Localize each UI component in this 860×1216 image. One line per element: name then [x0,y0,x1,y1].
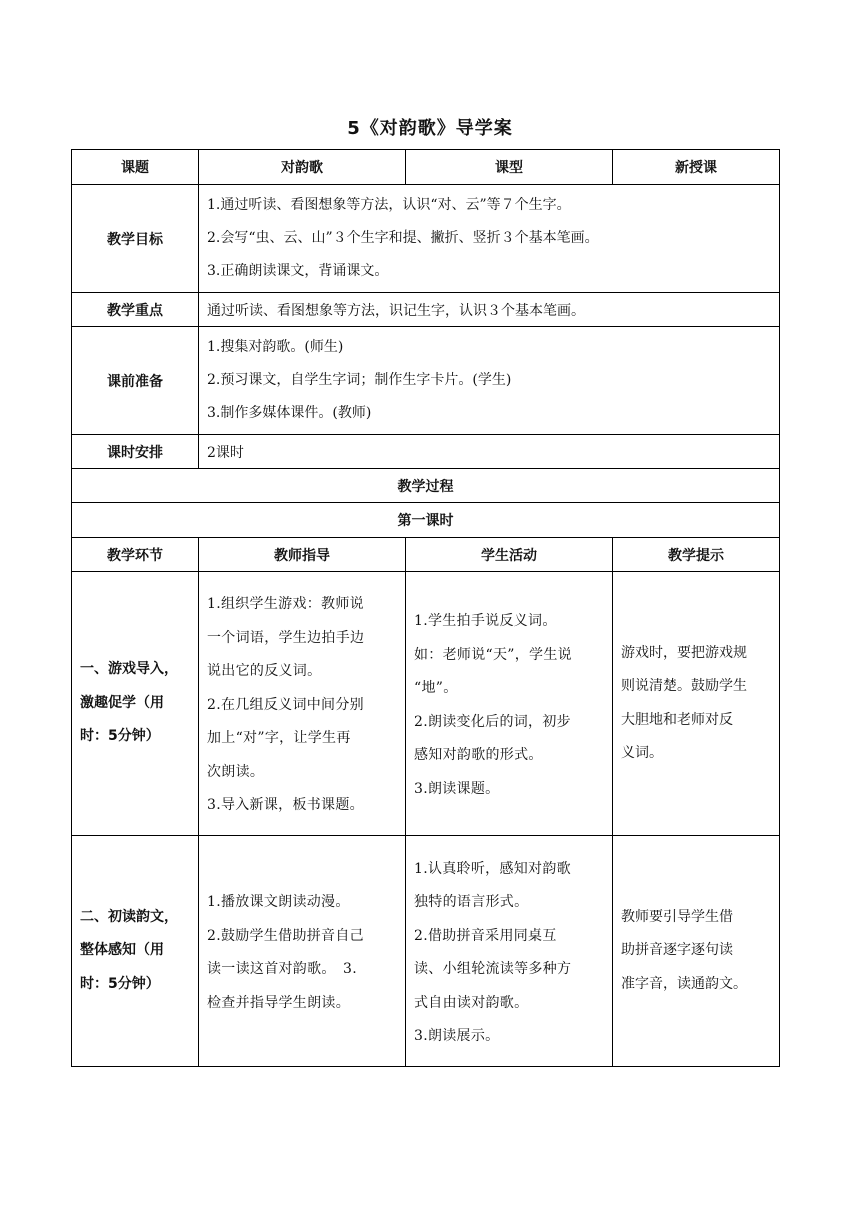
student-line: 如：老师说“天”，学生说 [414,646,572,663]
objectives-list [199,185,780,293]
preparation-item: 3.制作多媒体课件。(教师) [207,405,372,421]
student-line: 2.朗读变化后的词，初步 [414,713,571,730]
student-activity [406,572,613,836]
teacher-line: 2.鼓励学生借助拼音自己 [207,927,364,944]
schedule-value: 2课时 [199,435,780,469]
student-line: 读、小组轮流读等多种方 [414,961,572,977]
document-title: 5《对韵歌》导学案 [347,118,513,139]
teacher-line: 1.播放课文朗读动漫。 [207,894,350,910]
lesson-title-row [72,503,780,538]
tip-line: 游戏时，要把游戏规 [621,644,747,661]
preparation-label: 课前准备 [72,327,199,435]
stage-name-line: 时：5分钟） [80,975,160,992]
schedule-label: 课时安排 [72,435,199,469]
column-header-row [72,538,780,572]
stage-name [72,836,199,1067]
objective-item: 3.正确朗读课文，背诵课文。 [207,263,389,279]
teacher-line: 次朗读。 [207,763,265,780]
type-value: 新授课 [613,150,780,185]
tip-line: 教师要引导学生借 [621,908,733,925]
teacher-line: 加上“对”字，让学生再 [207,730,351,747]
stage-name [72,572,199,836]
objectives-row [72,185,780,293]
lesson-plan-table [71,149,780,1067]
tip-line: 则说清楚。鼓励学生 [621,678,747,694]
column-header-teacher: 教师指导 [199,538,406,572]
teacher-line: 1.组织学生游戏：教师说 [207,596,364,613]
preparation-list [199,327,780,435]
student-line: 1.认真聆听，感知对韵歌 [414,860,571,877]
stage-name-line: 整体感知（用 [80,942,164,959]
student-line: 独特的语言形式。 [414,894,529,910]
teacher-line: 3.导入新课，板书课题。 [207,797,364,814]
column-header-student: 学生活动 [406,538,613,572]
objective-item: 1.通过听读、看图想象等方法，认识“对、云”等７个生字。 [207,197,571,213]
stage-name-line: 二、初读韵文， [80,908,178,925]
teacher-line: 检查并指导学生朗读。 [207,994,350,1011]
stage-name-line: 时：5分钟） [80,728,160,745]
key-points-text: 通过听读、看图想象等方法，识记生字，认识３个基本笔画。 [199,293,780,327]
tip-line: 助拼音逐字逐句读 [621,942,733,959]
column-header-tip: 教学提示 [613,538,780,572]
header-row [72,150,780,185]
type-label: 课型 [406,150,613,185]
key-points-row [72,293,780,327]
objectives-label: 教学目标 [72,185,199,293]
process-title-row [72,469,780,503]
tip-line: 准字音，读通韵文。 [621,975,747,992]
preparation-item: 2.预习课文，自学生字词；制作生字卡片。(学生) [207,372,512,388]
stage-row-2 [72,836,780,1067]
preparation-row [72,327,780,435]
teaching-tip [613,836,780,1067]
schedule-row [72,435,780,469]
tip-line: 大胆地和老师对反 [621,711,733,728]
student-line: 2.借助拼音采用同桌互 [414,927,557,944]
lesson-title: 第一课时 [72,503,780,538]
student-line: 感知对韵歌的形式。 [414,747,543,763]
student-line: 式自由读对韵歌。 [414,994,529,1011]
teacher-line: 读一读这首对韵歌。 3. [207,961,357,977]
tip-line: 义词。 [621,745,663,761]
stage-name-line: 激趣促学（用 [80,694,164,711]
student-activity [406,836,613,1067]
topic-value: 对韵歌 [199,150,406,185]
teacher-guidance [199,572,406,836]
teacher-line: 一个词语，学生边拍手边 [207,629,365,646]
student-line: “地”。 [414,680,458,696]
teaching-tip [613,572,780,836]
process-title: 教学过程 [72,469,780,503]
objective-item: 2.会写“虫、云、山”３个生字和提、撇折、竖折３个基本笔画。 [207,230,599,246]
preparation-item: 1.搜集对韵歌。(师生) [207,339,344,355]
teacher-guidance [199,836,406,1067]
teacher-line: 说出它的反义词。 [207,663,322,680]
student-line: 3.朗读课题。 [414,780,500,797]
teacher-line: 2.在几组反义词中间分别 [207,696,364,713]
key-points-label: 教学重点 [72,293,199,327]
stage-name-line: 一、游戏导入， [80,661,178,678]
student-line: 3.朗读展示。 [414,1028,500,1044]
topic-label: 课题 [72,150,199,185]
column-header-stage: 教学环节 [72,538,199,572]
stage-row-1 [72,572,780,836]
student-line: 1.学生拍手说反义词。 [414,613,557,629]
